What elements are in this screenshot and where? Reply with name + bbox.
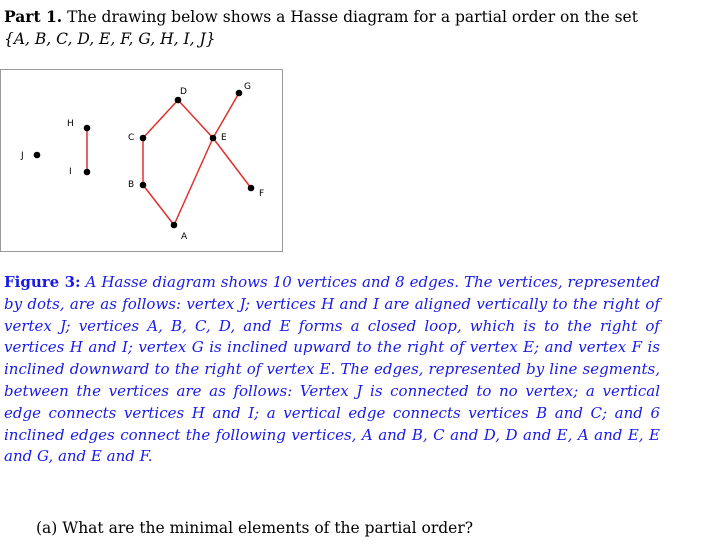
figure-label: Figure 3:: [4, 273, 81, 291]
caption-text: A Hasse diagram shows 10 vertices and 8 edges. The vertices, represented by dots, are as follows: vertex J; vertices H and I are aligned vertically to the right of vertex J; vertices A, B, C, D, and E forms a closed loop, which is to the right of vertices H and I; vertex G is inclined upward to the right of vertex E; and vertex F is inclined downward to the right of vertex E. The edges, represented by line segments, between the vertices are as follows: Vertex J is connected to no vertex; a vertical edge connects vertices H and I; a vertical edge connects vertices B and C; and 6 inclined edges connect the following vertices, A and B, C and D, D and E, A and E, E and G, and E and F.: [4, 273, 660, 466]
intro-text: The drawing below shows a Hasse diagram for a partial order on the set: [67, 8, 638, 26]
vertex-label-g: G: [244, 82, 251, 92]
hasse-diagram-svg: [0, 69, 283, 252]
question-a: (a) What are the minimal elements of the partial order?: [36, 519, 474, 537]
vertex-b: [140, 182, 147, 189]
set-notation: {A, B, C, D, E, F, G, H, I, J}: [4, 30, 216, 48]
vertex-d: [175, 97, 182, 104]
vertex-label-i: I: [69, 167, 72, 177]
vertex-e: [210, 135, 217, 142]
vertex-label-j: J: [21, 151, 24, 161]
vertex-label-c: C: [128, 133, 135, 143]
figure-caption: [4, 272, 660, 468]
vertex-g: [236, 90, 243, 97]
vertex-label-b: B: [128, 180, 135, 190]
vertex-j: [34, 152, 41, 159]
vertex-a: [171, 222, 178, 229]
vertex-label-f: F: [259, 189, 265, 199]
vertex-label-a: A: [181, 232, 188, 242]
vertex-c: [140, 135, 147, 142]
part-label: Part 1.: [4, 7, 63, 26]
problem-intro: [4, 6, 704, 50]
vertex-i: [84, 169, 91, 176]
vertex-f: [248, 185, 255, 192]
vertex-label-d: D: [180, 87, 187, 97]
vertex-label-h: H: [67, 119, 74, 129]
diagram-frame: [1, 70, 283, 252]
hasse-diagram: [0, 69, 283, 252]
vertex-label-e: E: [221, 133, 227, 143]
vertex-h: [84, 125, 91, 132]
